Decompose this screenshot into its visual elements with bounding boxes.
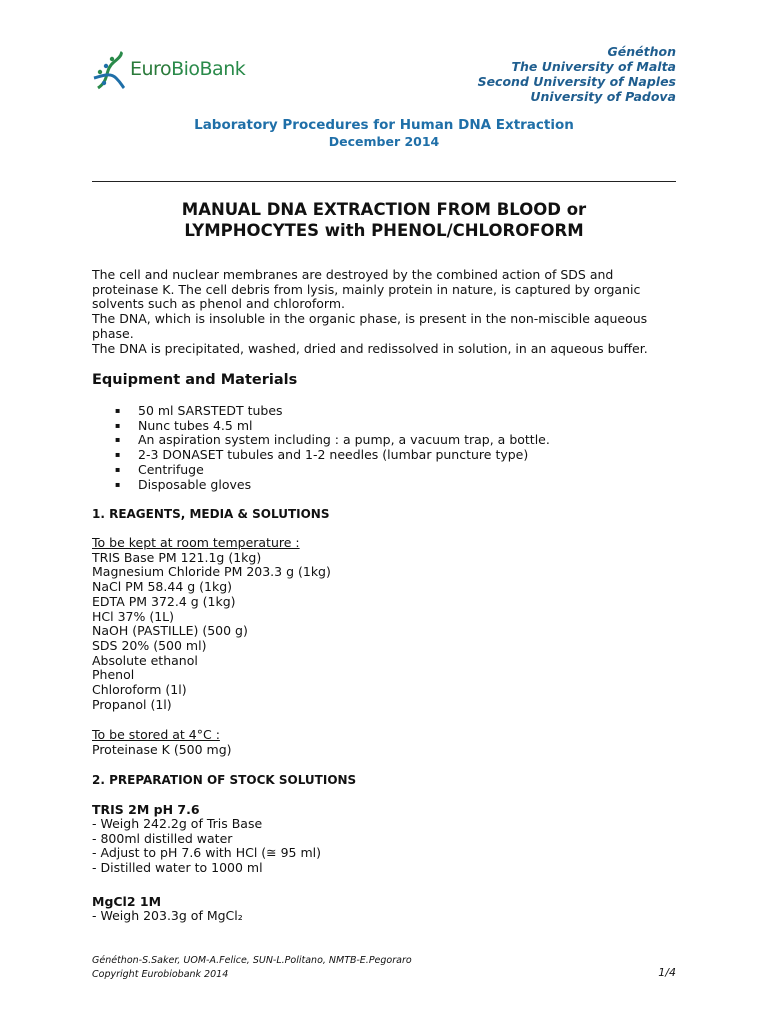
logo-wordmark [130, 58, 245, 80]
reagent-item: Phenol [92, 667, 135, 683]
document-title: Laboratory Procedures for Human DNA Extraction [194, 117, 574, 133]
reagent-item: Propanol (1l) [92, 696, 172, 712]
equipment-item: ▪ Disposable gloves [115, 478, 550, 493]
mgcl-solution-title: MgCl2 1M [92, 894, 162, 909]
institution-item: University of Padova [530, 89, 676, 104]
intro-paragraph: The cell and nuclear membranes are destroyed by the combined action of SDS and proteinase K. The cell debris from lysis, mainly protein in nature, is captured by organic solvents such as phenol and chloroform. [92, 267, 641, 312]
footer-authors: Généthon-S.Saker, UOM-A.Felice, SUN-L.Politano, NMTB-E.Pegoraro [92, 955, 412, 966]
prep-step: - Distilled water to 1000 ml [92, 860, 263, 876]
reagent-item: EDTA PM 372.4 g (1kg) [92, 593, 236, 609]
institution-item: Généthon [607, 44, 676, 59]
procedure-title-line: LYMPHOCYTES with PHENOL/CHLOROFORM [184, 221, 584, 240]
prep-step: - Weigh 242.2g of Tris Base [92, 816, 263, 831]
page-number: 1/4 [658, 966, 676, 979]
equipment-heading: Equipment and Materials [92, 372, 298, 388]
institution-item: The University of Malta [511, 59, 676, 74]
institution-item: Second University of Naples [477, 74, 676, 89]
prep-step: - Weigh 203.3g of MgCl₂ [92, 908, 243, 923]
equipment-item: ▪ Nunc tubes 4.5 ml [115, 419, 550, 434]
eurobiobank-logo [90, 50, 265, 92]
reagent-item: Magnesium Chloride PM 203.3 g (1kg) [92, 564, 331, 580]
reagent-item: Absolute ethanol [92, 652, 198, 668]
reagent-item: Chloroform (1l) [92, 682, 187, 698]
logo-wordmark-b: BioBank [171, 58, 246, 80]
logo-wordmark-a: Euro [130, 58, 172, 80]
footer-copyright: Copyright Eurobiobank 2014 [92, 969, 229, 980]
page-footer [92, 954, 412, 982]
cold-storage-list [92, 728, 232, 757]
prep-step: - Adjust to pH 7.6 with HCl (≅ 95 ml) [92, 845, 322, 861]
institution-list [478, 44, 676, 104]
reagent-item: TRIS Base PM 121.1g (1kg) [92, 549, 262, 565]
equipment-list [115, 404, 550, 492]
mgcl-solution-steps [92, 909, 243, 924]
equipment-item: ▪ An aspiration system including : a pump, a vacuum trap, a bottle. [115, 433, 550, 448]
cold-storage-label: To be stored at 4°C : [92, 727, 220, 742]
section-2-heading: 2. PREPARATION OF STOCK SOLUTIONS [92, 773, 357, 787]
intro-text [92, 268, 682, 356]
reagent-item: NaCl PM 58.44 g (1kg) [92, 579, 233, 595]
header-divider [92, 181, 676, 182]
dna-helix-icon [90, 50, 126, 92]
equipment-item: ▪ 2-3 DONASET tubules and 1-2 needles (lumbar puncture type) [115, 448, 550, 463]
room-temperature-label: To be kept at room temperature : [92, 535, 300, 550]
tris-solution-title: TRIS 2M pH 7.6 [92, 802, 200, 817]
equipment-item: ▪ Centrifuge [115, 463, 550, 478]
tris-solution-steps [92, 817, 321, 876]
intro-paragraph: The DNA is precipitated, washed, dried and redissolved in solution, in an aqueous buffer. [92, 340, 648, 356]
procedure-title-line: MANUAL DNA EXTRACTION FROM BLOOD or [181, 200, 587, 219]
prep-step: - 800ml distilled water [92, 830, 233, 846]
equipment-item: ▪ 50 ml SARSTEDT tubes [115, 404, 550, 419]
section-1-heading: 1. REAGENTS, MEDIA & SOLUTIONS [92, 507, 330, 521]
room-temperature-list [92, 536, 331, 712]
intro-paragraph: The DNA, which is insoluble in the organic phase, is present in the non-miscible aqueous phase. [92, 311, 648, 341]
reagent-item: NaOH (PASTILLE) (500 g) [92, 623, 248, 639]
reagent-item: Proteinase K (500 mg) [92, 741, 232, 757]
document-date: December 2014 [328, 134, 440, 149]
procedure-title [0, 199, 768, 241]
reagent-item: HCl 37% (1L) [92, 608, 175, 624]
reagent-item: SDS 20% (500 ml) [92, 637, 207, 653]
